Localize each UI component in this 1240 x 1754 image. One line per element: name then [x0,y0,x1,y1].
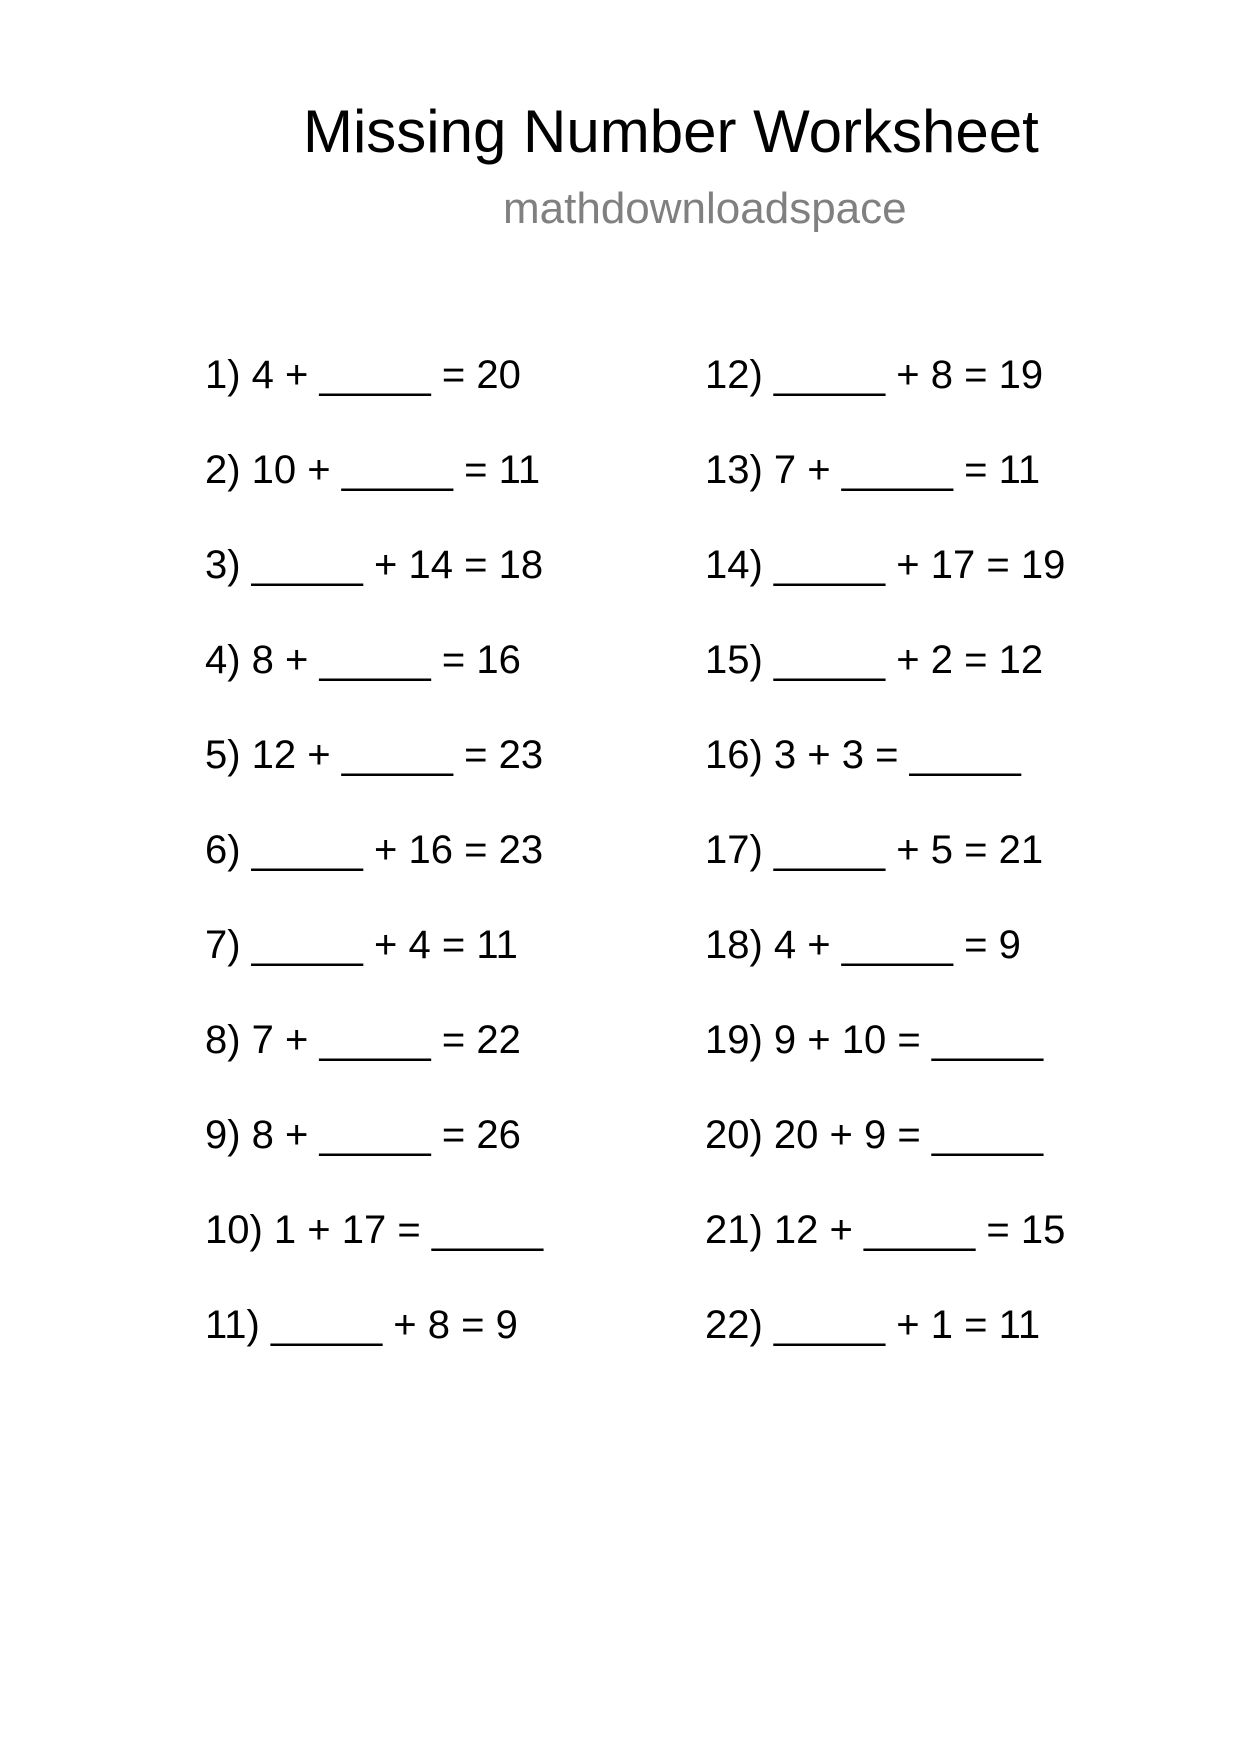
problem-10: 10) 1 + 17 = _____ [205,1208,544,1252]
problem-18: 18) 4 + _____ = 9 [705,923,1021,967]
problem-5: 5) 12 + _____ = 23 [205,733,544,777]
problem-16: 16) 3 + 3 = _____ [705,733,1021,777]
problem-2: 2) 10 + _____ = 11 [205,448,541,492]
problem-9: 9) 8 + _____ = 26 [205,1113,521,1157]
problem-12: 12) _____ + 8 = 19 [705,353,1044,397]
problem-13: 13) 7 + _____ = 11 [705,448,1041,492]
problem-14: 14) _____ + 17 = 19 [705,543,1066,587]
problem-1: 1) 4 + _____ = 20 [205,353,521,397]
problem-7: 7) _____ + 4 = 11 [205,923,518,967]
problem-4: 4) 8 + _____ = 16 [205,638,521,682]
problem-19: 19) 9 + 10 = _____ [705,1018,1044,1062]
problem-11: 11) _____ + 8 = 9 [205,1303,518,1347]
site-watermark: mathdownloadspace [503,184,907,233]
problem-6: 6) _____ + 16 = 23 [205,828,544,872]
problem-15: 15) _____ + 2 = 12 [705,638,1044,682]
problem-8: 8) 7 + _____ = 22 [205,1018,521,1062]
problem-17: 17) _____ + 5 = 21 [705,828,1044,872]
problem-20: 20) 20 + 9 = _____ [705,1113,1044,1157]
page-title: Missing Number Worksheet [303,98,1039,165]
problem-22: 22) _____ + 1 = 11 [705,1303,1041,1347]
problem-21: 21) 12 + _____ = 15 [705,1208,1066,1252]
problem-3: 3) _____ + 14 = 18 [205,543,544,587]
